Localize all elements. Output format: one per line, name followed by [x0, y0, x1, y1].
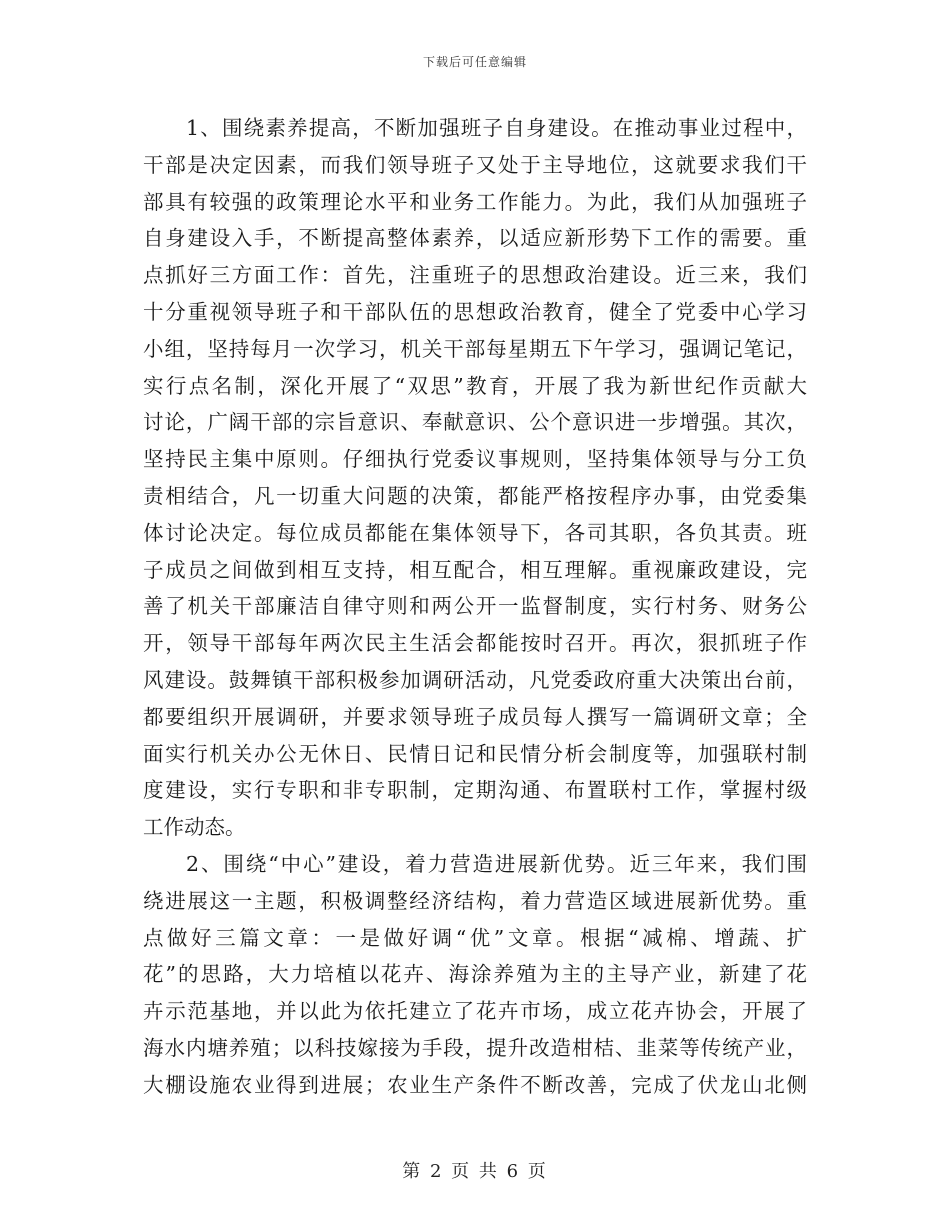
- text-line: 海水内塘养殖；以科技嫁接为手段，提升改造柑桔、韭菜等传统产业，: [143, 1035, 807, 1060]
- paragraph-2: [143, 846, 807, 1104]
- text-line: 开，领导干部每年两次民主生活会都能按时召开。再次，狠抓班子作: [143, 631, 807, 656]
- text-line: 实行点名制，深化开展了“双思”教育，开展了我为新世纪作贡献大: [143, 373, 807, 398]
- text-line: 花”的思路，大力培植以花卉、海涂养殖为主的主导产业，新建了花: [143, 962, 807, 987]
- text-line: 点抓好三方面工作：首先，注重班子的思想政治建设。近三来，我们: [143, 263, 807, 288]
- text-line: 子成员之间做到相互支持，相互配合，相互理解。重视廉政建设，完: [143, 557, 807, 582]
- text-line: 风建设。鼓舞镇干部积极参加调研活动，凡党委政府重大决策出台前，: [143, 667, 807, 692]
- text-line: 卉示范基地，并以此为依托建立了花卉市场，成立花卉协会，开展了: [143, 999, 807, 1024]
- text-line: 1、围绕素养提高，不断加强班子自身建设。在推动事业过程中，: [186, 116, 807, 140]
- text-line: 部具有较强的政策理论水平和业务工作能力。为此，我们从加强班子: [143, 189, 807, 214]
- text-line: 绕进展这一主题，积极调整经济结构，着力营造区域进展新优势。重: [143, 888, 807, 913]
- text-line: 善了机关干部廉洁自律守则和两公开一监督制度，实行村务、财务公: [143, 594, 807, 619]
- text-line: 大棚设施农业得到进展；农业生产条件不断改善，完成了伏龙山北侧: [143, 1072, 807, 1097]
- text-line: 讨论，广阔干部的宗旨意识、奉献意识、公个意识进一步增强。其次，: [143, 410, 807, 435]
- page-header: 下载后可任意编辑: [422, 55, 527, 69]
- text-line: 自身建设入手，不断提高整体素养，以适应新形势下工作的需要。重: [143, 226, 807, 251]
- text-line: 体讨论决定。每位成员都能在集体领导下，各司其职，各负其责。班: [143, 520, 807, 545]
- text-line: 点做好三篇文章：一是做好调“优”文章。根据“减棉、增蔬、扩: [143, 925, 807, 950]
- text-line: 面实行机关办公无休日、民情日记和民情分析会制度等，加强联村制: [143, 741, 807, 766]
- text-line: 都要组织开展调研，并要求领导班子成员每人撰写一篇调研文章；全: [143, 704, 807, 729]
- document-body: [143, 110, 807, 1104]
- text-line: 小组，坚持每月一次学习，机关干部每星期五下午学习，强调记笔记，: [143, 336, 807, 361]
- text-line: 十分重视领导班子和干部队伍的思想政治教育，健全了党委中心学习: [143, 299, 807, 324]
- text-line: 坚持民主集中原则。仔细执行党委议事规则，坚持集体领导与分工负: [143, 447, 807, 472]
- paragraph-1: [143, 110, 807, 846]
- text-line: 工作动态。: [143, 815, 246, 840]
- text-line: 2、围绕“中心”建设，着力营造进展新优势。近三年来，我们围: [186, 851, 807, 876]
- text-line: 度建设，实行专职和非专职制，定期沟通、布置联村工作，掌握村级: [143, 778, 807, 803]
- text-line: 干部是决定因素，而我们领导班子又处于主导地位，这就要求我们干: [143, 152, 807, 177]
- text-line: 责相结合，凡一切重大问题的决策，都能严格按程序办事，由党委集: [143, 483, 807, 508]
- page-footer: 第 2 页 共 6 页: [402, 1161, 548, 1182]
